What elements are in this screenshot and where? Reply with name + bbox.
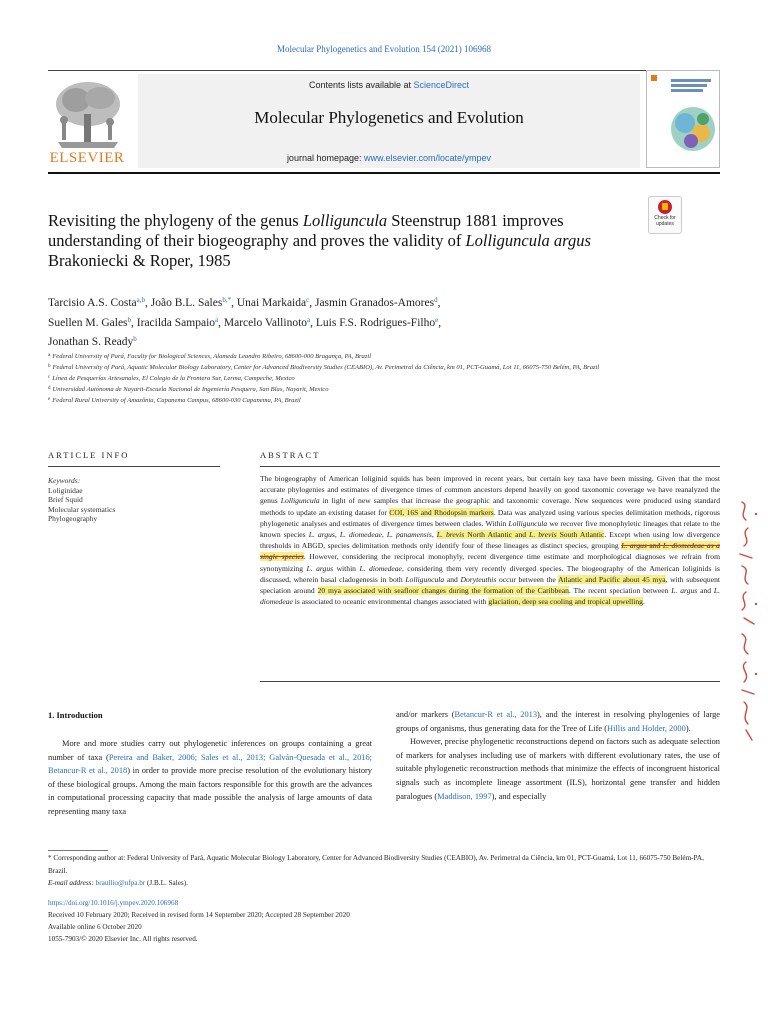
paragraph-text: and/or markers ( <box>396 710 455 719</box>
abstract-segment: , considering them very recently diverged species. The biogeography of the American loliginids is discussed, wherein basal cladogenesis in both <box>260 563 720 584</box>
journal-homepage <box>138 153 640 163</box>
abstract-segment: , with subsequent speciation around <box>260 574 720 596</box>
received-dates: Received 10 February 2020; Received in revised form 14 September 2020; Accepted 28 September 2020 <box>48 911 350 919</box>
abstract-italic: L. argus <box>306 563 334 573</box>
masthead-bottom-rule <box>48 172 720 174</box>
abstract-italic: L. argus <box>308 530 335 540</box>
paragraph-text: ), and especially <box>491 791 547 801</box>
affiliation-list <box>48 351 688 406</box>
corresponding-author-text: * Corresponding author at: Federal University of Pará, Aquatic Molecular Biology Laboratory, Center for Advanced Biodiversity Studies (CEABIO), Av. Perimetral da Ciência, km 01, PCT-Guamá, Lot 11, 66075-750 Belém-PA, Brazil. <box>48 854 704 875</box>
paragraph <box>48 737 372 819</box>
author-name: Luis F.S. Rodrigues-Filho <box>315 316 436 329</box>
section-heading-introduction: 1. Introduction <box>48 710 103 720</box>
title-part-3: Brakoniecki & Roper, 1985 <box>48 251 231 270</box>
journal-name: Molecular Phylogenetics and Evolution <box>254 108 524 127</box>
abstract-segment: within <box>333 563 360 573</box>
author-affil-marker[interactable]: e <box>435 315 439 324</box>
author-separator: , <box>131 316 137 329</box>
affiliation-letter: a <box>48 353 51 358</box>
affiliation-text: Federal University of Pará, Aquatic Molecular Biology Laboratory, Center for Advanced Biodiversity Studies (CEABIO), Av. Perimetral da Ciência, km 01, PCT-Guamá, Lot 11, 66075-750 Belém, PA, Brazil <box>52 364 600 371</box>
abstract-segment: , <box>334 530 340 540</box>
check-updates-icon <box>658 200 672 214</box>
body-column-right <box>396 708 720 803</box>
contents-line <box>138 80 640 90</box>
abstract-strikethrough: L. argus <box>621 541 647 551</box>
affiliation <box>48 373 688 384</box>
affiliation <box>48 362 688 373</box>
author-name: Tarcisio A.S. Costa <box>48 297 137 309</box>
copyright: 1055-7903/© 2020 Elsevier Inc. All rights reserved. <box>48 935 198 943</box>
author[interactable] <box>137 317 218 329</box>
citation-link[interactable]: Betancur-R et al., 2013 <box>454 710 538 719</box>
abstract-highlight <box>437 530 605 539</box>
title-species: Lolliguncula argus <box>465 231 591 250</box>
keywords-label: Keywords: <box>48 476 81 485</box>
author-name: Suellen M. Gales <box>48 316 128 329</box>
paragraph-text: ) in order to provide more precise resolution of the evolutionary history of these biological groups. Among the main factors responsible for this growth are the advances in computational processing capacity that made possible the analysis of large amounts of data representing many taxa <box>48 766 372 816</box>
author[interactable] <box>237 297 309 309</box>
author-separator: , <box>231 297 237 309</box>
author-name: Unai Markaida <box>236 297 307 309</box>
doi-link[interactable]: https://doi.org/10.1016/j.ympev.2020.106968 <box>48 899 179 907</box>
body-column-left <box>48 737 372 819</box>
author-affil-marker[interactable]: b <box>133 335 137 343</box>
author-separator: , <box>437 297 441 309</box>
abstract-segment: , <box>431 530 437 540</box>
abstract-heading: ABSTRACT <box>260 450 321 460</box>
abstract-italic: Doryteuthis <box>460 574 497 584</box>
abstract-segment: we recover five monophyletic lineages that relate to the known species <box>260 518 721 540</box>
author[interactable] <box>48 317 131 329</box>
abstract-strikethrough: and <box>646 541 663 551</box>
author[interactable] <box>48 297 145 309</box>
abstract-italic: L. brevis <box>529 530 557 540</box>
affiliation-text: Línea de Pesquerías Artesanales, El Colegio de la Frontera Sur, Lerma, Campeche, Mexico <box>52 375 295 382</box>
elsevier-tree-logo <box>48 78 126 152</box>
citation-link[interactable]: Hillis and Holder, 2000 <box>607 723 686 733</box>
affiliation <box>48 384 688 395</box>
title-part-1: Revisiting the phylogeny of the genus <box>48 211 303 230</box>
paragraph-text: ), and the interest in resolving phylogenies of large groups of organisms, thus generating data for the Tree of Life ( <box>396 710 720 733</box>
elsevier-wordmark: ELSEVIER <box>49 150 125 166</box>
affiliation-letter: d <box>48 386 51 391</box>
check-updates-line2: updates <box>656 221 674 227</box>
author[interactable] <box>151 297 231 309</box>
author-name: Jonathan S. Ready <box>48 336 134 348</box>
author-affil-marker[interactable]: d <box>434 296 438 304</box>
abstract-segment: . <box>642 597 645 607</box>
abstract-segment: and <box>444 574 461 584</box>
email-line <box>48 877 720 890</box>
author-name: Jasmin Granados-Amores <box>314 297 435 309</box>
citation-link[interactable]: Maddison, 1997 <box>437 791 492 801</box>
author-name: Marcelo Vallinoto <box>223 316 308 329</box>
abstract-segment: and <box>697 586 714 596</box>
author-separator: , <box>310 316 316 329</box>
abstract-segment: occur between the <box>496 574 559 584</box>
abstract-highlight: glaciation, deep sea cooling and tropical upwelling <box>488 597 643 607</box>
publication-info <box>48 897 720 945</box>
author-name: Iracilda Sampaio <box>136 316 216 329</box>
title-part-2: Steenstrup 1881 improves understanding of their biogeography and proves the validity of <box>48 211 564 250</box>
paragraph <box>396 708 720 735</box>
author[interactable] <box>316 317 438 329</box>
abstract-highlight: COI, 16S and Rhodopsin markers <box>389 507 494 517</box>
abstract-segment: The biogeography of American loliginid squids has been improved in recent years, but certain key taxa have been missing. Given that the most accurate phylogenies and estimates of divergence times of common ancestors depend heavily on good taxonomic coverage we have reanalyzed the genus <box>260 474 720 506</box>
article-title <box>48 211 648 271</box>
author-list <box>48 292 608 351</box>
contents-prefix: Contents lists available at <box>308 80 414 90</box>
abstract-strikethrough: L. diomedeae as a single species <box>260 541 720 562</box>
author-affil-marker[interactable]: b,* <box>222 296 232 304</box>
abstract-highlight: Atlantic and Pacific about 45 mya <box>558 574 666 584</box>
abstract-segment: . However, considering the reciprocal monophyly, recent divergence time estimate and morphological diagnoses we refrain from synonymizing <box>260 552 720 573</box>
online-date: Available online 6 October 2020 <box>48 923 142 931</box>
keyword: Molecular systematics <box>48 504 116 514</box>
author[interactable] <box>224 317 310 329</box>
title-genus: Lolliguncula <box>302 211 388 230</box>
author-affil-marker[interactable]: a,b <box>136 296 145 304</box>
corresponding-author-footnote <box>48 852 720 890</box>
abstract-bottom-rule <box>260 681 720 682</box>
email-suffix: (J.B.L. Sales). <box>145 879 188 887</box>
abstract-segment: . The recent speciation between <box>568 586 672 596</box>
abstract-italic: L. brevis <box>436 530 465 540</box>
email-link[interactable]: braullio@ufpa.br <box>95 879 146 887</box>
abstract-italic: L. panamensis <box>386 530 432 540</box>
abstract-italic: Lolliguncula <box>405 574 445 584</box>
abstract-italic: L. diomedeae <box>339 530 382 540</box>
author-affil-marker[interactable]: c <box>306 296 310 304</box>
affiliation-letter: e <box>48 397 51 402</box>
abstract-segment: . Data was analyzed using various species delimitation methods, rigorous phylogenetic analyses and estimates of divergence times between clades. Within <box>260 507 720 528</box>
abstract-italic: L. diomedeae <box>260 586 720 607</box>
check-for-updates-button[interactable] <box>648 196 682 234</box>
author[interactable] <box>315 297 438 309</box>
homepage-prefix: journal homepage: <box>286 153 364 163</box>
author-affil-marker[interactable]: a <box>307 315 311 324</box>
affiliation-text: Federal University of Pará, Faculty for Biological Sciences, Alameda Leandro Ribeiro, 68600-000 Bragança, PA, Brazil <box>52 353 372 360</box>
author-affil-marker[interactable]: b <box>127 315 132 324</box>
email-label: E-mail address: <box>48 879 96 887</box>
author-separator: , <box>438 316 442 329</box>
abstract-segment: North Atlantic and <box>464 530 530 540</box>
author-separator: , <box>145 297 151 309</box>
footnote-rule <box>48 850 108 851</box>
affiliation-text: Universidad Autónoma de Nayarit-Escuela Nacional de Ingeniería Pesquera, San Blas, Nayarit, Mexico <box>52 386 329 393</box>
header-rule <box>48 70 720 71</box>
paragraph-text: More and more studies carry out phylogenetic inferences on groups containing a great number of taxa ( <box>48 739 372 762</box>
author-name: João B.L. Sales <box>150 297 223 309</box>
citation-link[interactable]: Pereira and Baker, 2006; Sales et al., 2013; Galván-Quesada et al., 2016; Betancur-R et al., 2018 <box>48 752 372 776</box>
abstract-italic: L. argus <box>671 586 698 596</box>
affiliation <box>48 351 688 362</box>
journal-citation[interactable]: Molecular Phylogenetics and Evolution 154 (2021) 106968 <box>277 44 491 54</box>
author[interactable] <box>48 336 137 348</box>
handwritten-annotation <box>732 494 764 744</box>
abstract-segment: is associated to oceanic environmental changes associated with <box>292 597 489 607</box>
homepage-link[interactable]: www.elsevier.com/locate/ympev <box>364 153 492 163</box>
abstract-italic: Lolliguncula <box>280 496 320 506</box>
article-info-rule <box>48 466 220 467</box>
keyword: Loliginidae <box>48 485 83 495</box>
abstract-segment: . Except when using low divergence thresholds in ABGD, species delimitation methods only identify four of these lineages as distinct species, grouping <box>260 530 721 551</box>
keyword: Phylogeography <box>48 514 98 524</box>
affiliation-text: Federal Rural University of Amazônia, Capanema Campus, 68600-030 Capanema, PA, Brazil <box>52 397 301 404</box>
keywords-block <box>48 476 220 524</box>
abstract-segment: , <box>381 530 387 540</box>
abstract-highlight: 20 mya associated with seafloor changes during the formation of the Caribbean <box>317 586 569 596</box>
journal-cover-thumbnail[interactable] <box>646 70 720 168</box>
sciencedirect-link[interactable]: ScienceDirect <box>413 80 470 90</box>
abstract-text <box>260 473 720 607</box>
affiliation-letter: b <box>48 364 51 369</box>
check-updates-line1: Check for <box>654 215 676 221</box>
keyword: Brief Squid <box>48 495 83 505</box>
paragraph-text: ). <box>685 723 691 733</box>
article-info-heading: ARTICLE INFO <box>48 450 130 460</box>
author-separator: , <box>218 316 224 329</box>
author-separator: , <box>309 297 315 309</box>
abstract-segment: in light of new samples that increase the geographic and taxonomic coverage. New sequences were produced using standard methods to update an existing dataset for <box>260 496 721 517</box>
affiliation-letter: c <box>48 375 51 380</box>
author-affil-marker[interactable]: a <box>215 315 219 324</box>
affiliation <box>48 395 688 406</box>
abstract-italic: L. diomedeae <box>359 563 402 573</box>
abstract-segment: South Atlantic <box>556 530 605 540</box>
abstract-italic: Lolliguncula <box>508 518 548 528</box>
paragraph <box>396 735 720 803</box>
paragraph-text: However, precise phylogenetic reconstructions depend on factors such as adequate selection of markers for analyses including use of markers with different evolutionary rates, the use of suitable phylogenetic reconstruction methods that minimize the effects of incongruent historical signals such as incomplete lineage assortment (ILS), horizontal gene transfer and hidden paralogues ( <box>396 737 720 801</box>
abstract-rule <box>260 466 720 467</box>
